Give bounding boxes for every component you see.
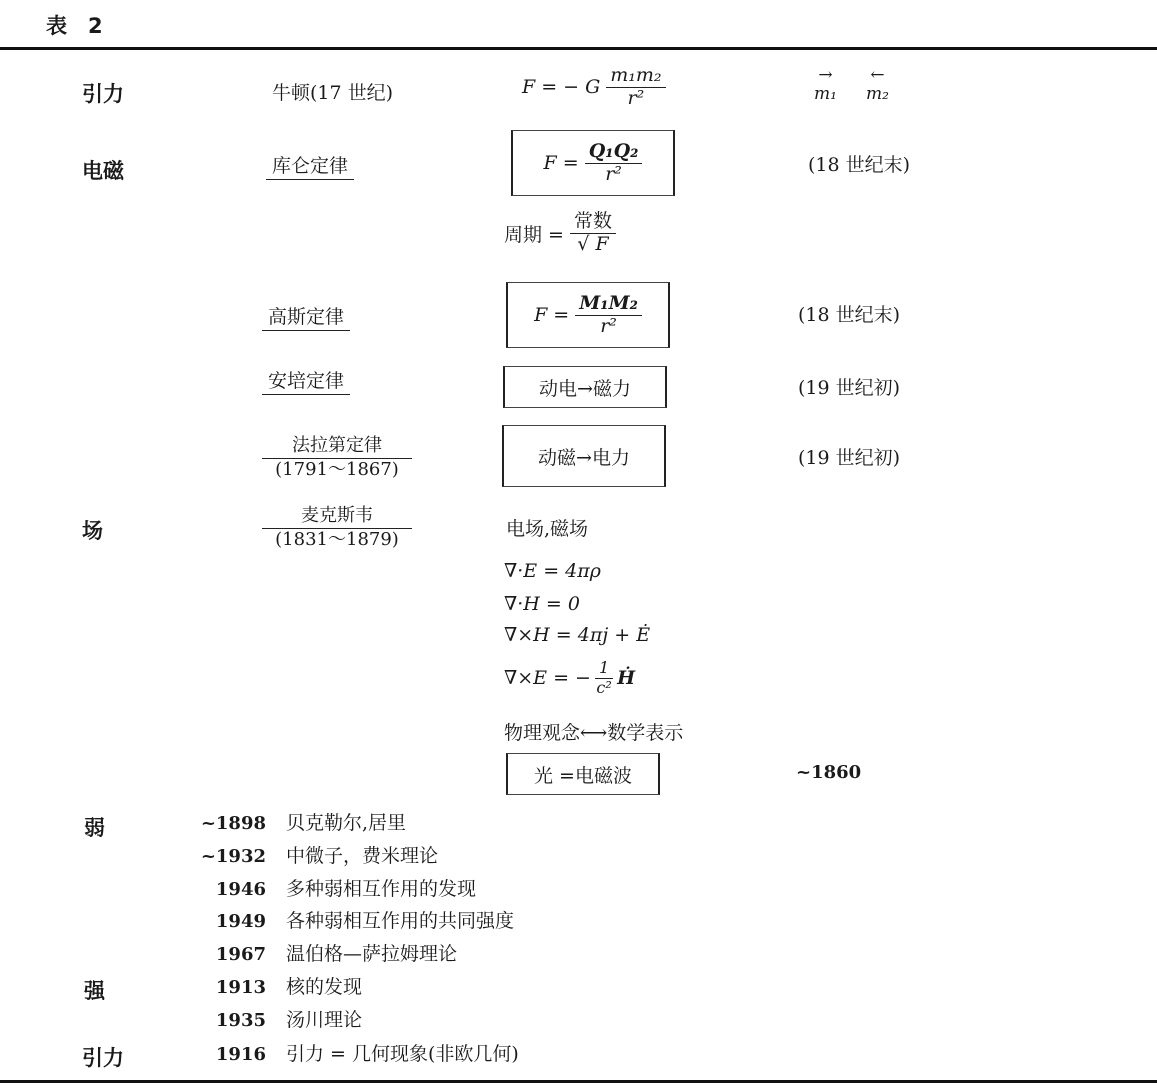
event-text: 汤川理论 (286, 1009, 363, 1031)
fraction (575, 291, 642, 337)
formula-lhs: F = (534, 304, 570, 326)
arrow-right-icon: → (818, 65, 833, 85)
event-year: ~1898 (200, 813, 266, 834)
fraction-numerator: 1 (595, 660, 613, 679)
category-gravity-2: 引力 (82, 1046, 124, 1070)
top-rule (0, 47, 1157, 50)
mass-m2-label: m₂ (866, 83, 889, 104)
source-faraday (262, 435, 412, 481)
maxwell-fields: 电场,磁场 (506, 518, 589, 540)
event-text: 多种弱相互作用的发现 (286, 878, 477, 900)
fraction-denominator: r² (600, 314, 617, 337)
weak-event (200, 939, 457, 966)
fraction-numerator: 常数 (570, 212, 616, 234)
event-year: ~1932 (200, 846, 266, 867)
fraction-numerator: m₁m₂ (606, 66, 665, 88)
maxwell-eq-curl-e (504, 660, 635, 697)
eq4-rhs: Ḣ (617, 667, 636, 690)
source-maxwell-years: (1831～1879) (275, 528, 399, 550)
fraction-denominator: √ F (577, 232, 609, 255)
table-label: 表 2 (46, 14, 103, 38)
maxwell-eq-div-e: ∇·E = 4πρ (504, 560, 601, 582)
category-electromagnetism: 电磁 (82, 159, 124, 183)
formula-newton (522, 66, 666, 109)
date-gauss: (18 世纪末) (798, 304, 901, 326)
effect-faraday-box: 动磁→电力 (502, 425, 666, 487)
maxwell-eq-div-h: ∇·H = 0 (504, 593, 580, 615)
fraction (606, 66, 665, 109)
light-year: ~1860 (796, 762, 862, 783)
mass-m1 (814, 66, 837, 103)
event-year: 1935 (215, 1010, 266, 1031)
formula-period (504, 212, 616, 255)
formula-sign: = − (541, 76, 580, 99)
event-text: 核的发现 (286, 976, 363, 998)
formula-lhs: F = (543, 152, 579, 174)
formula-coulomb-box (511, 130, 675, 196)
event-year: 1916 (215, 1044, 266, 1065)
event-text: 中微子，费米理论 (286, 845, 439, 867)
bottom-rule (0, 1080, 1157, 1083)
event-text: 温伯格—萨拉姆理论 (286, 943, 458, 965)
concept-line: 物理观念⟷数学表示 (504, 722, 684, 744)
fraction (570, 212, 616, 255)
fraction (585, 139, 643, 185)
fraction-numerator: M₁M₂ (575, 294, 642, 316)
fraction-numerator: Q₁Q₂ (585, 142, 643, 164)
category-weak: 弱 (84, 816, 105, 840)
date-coulomb: (18 世纪末) (808, 154, 911, 176)
strong-event (200, 972, 362, 999)
event-year: 1967 (215, 944, 266, 965)
fraction-denominator: r² (627, 86, 645, 109)
source-faraday-years: (1791～1867) (275, 458, 399, 480)
maxwell-eq-curl-h: ∇×H = 4πj + Ė (504, 624, 651, 646)
eq4-lhs: ∇×E = − (504, 667, 591, 690)
date-ampere: (19 世纪初) (798, 377, 901, 399)
event-year: 1946 (215, 879, 266, 900)
mass-m2 (866, 66, 889, 103)
source-maxwell (262, 505, 412, 551)
source-gauss: 高斯定律 (262, 302, 350, 331)
source-faraday-name: 法拉第定律 (262, 435, 412, 459)
formula-gauss-box (506, 282, 670, 348)
effect-ampere-box: 动电→磁力 (503, 366, 667, 408)
weak-event (200, 906, 514, 933)
source-maxwell-name: 麦克斯韦 (262, 505, 412, 529)
source-ampere: 安培定律 (262, 366, 350, 395)
strong-event (200, 1005, 362, 1032)
arrow-left-icon: ← (870, 65, 885, 85)
source-coulomb: 库仑定律 (266, 151, 354, 180)
fraction (595, 660, 613, 697)
fraction-denominator: c² (596, 677, 612, 697)
event-text: 贝克勒尔,居里 (286, 812, 407, 834)
light-box: 光 =电磁波 (506, 753, 660, 795)
formula-coef: G (585, 76, 601, 99)
weak-event (200, 808, 406, 835)
category-strong: 强 (84, 979, 105, 1003)
formula-lhs: 周期 = (504, 223, 564, 246)
event-year: 1913 (215, 977, 266, 998)
weak-event (200, 874, 476, 901)
formula-lhs: F (522, 76, 536, 99)
category-gravity: 引力 (82, 82, 124, 106)
category-field: 场 (82, 519, 103, 543)
date-faraday: (19 世纪初) (798, 447, 901, 469)
event-year: 1949 (215, 911, 266, 932)
event-text: 各种弱相互作用的共同强度 (286, 910, 515, 932)
event-text: 引力 = 几何现象(非欧几何) (286, 1043, 519, 1065)
source-newton: 牛顿(17 世纪) (272, 82, 394, 104)
fraction-denominator: r² (605, 162, 622, 185)
weak-event (200, 841, 438, 868)
gravity-event (200, 1039, 519, 1066)
mass-m1-label: m₁ (814, 83, 837, 104)
